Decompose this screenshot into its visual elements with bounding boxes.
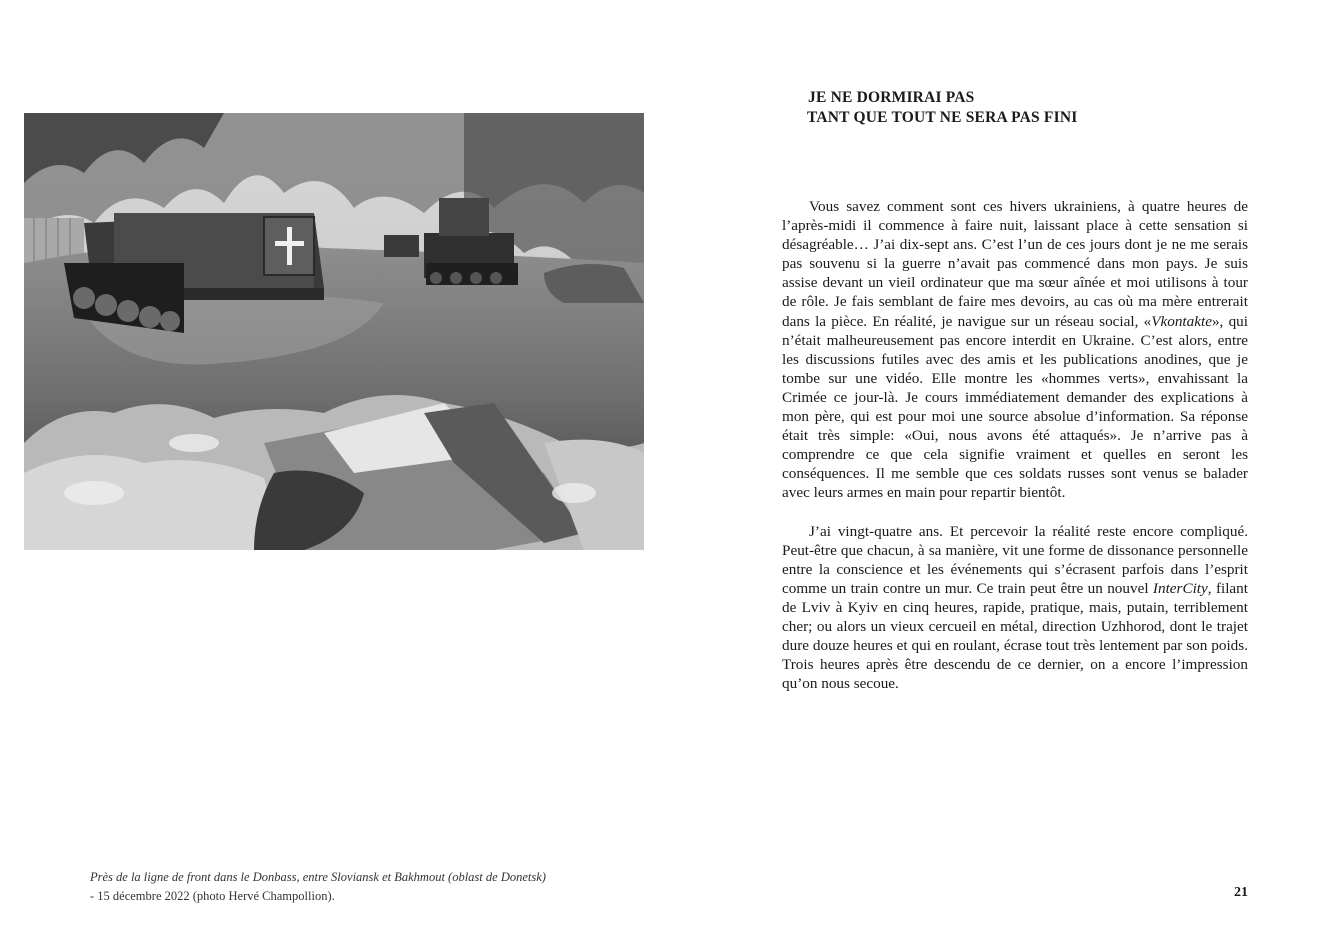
chapter-title-line-2: TANT QUE TOUT NE SERA PAS FINI [807,109,1078,126]
paragraph-1-emphasis: Vkontakte [1151,312,1212,330]
page-number: 21 [1234,885,1248,900]
caption-line-2: - 15 décembre 2022 (photo Hervé Champollion). [90,889,335,903]
paragraph-2 [782,522,1248,694]
paragraph-2-part-a: J’ai vingt-quatre ans. Et percevoir la réalité reste encore compliqué. Peut-être que chacun, à sa manière, vit une forme de dissonance personnelle entre la conscience et les événements qui s’écrasent parfois dans l’esprit comme un train contre un mur. Ce train peut être un nouvel [782,522,1248,597]
paragraph-1-part-b: », qui n’était malheureusement pas encore interdit en Ukraine. C’est alors, entre les discussions futiles avec des amis et les publications anodines, que je tombe sur une vidéo. Elle montre les «hommes verts», envahissant la Crimée ce jour-là. Je cours immédiatement demander des explications à mon père, qui est pour moi une source absolue d’information. Sa réponse était très simple: «Oui, nous avons été attaqués». Je n’arrive pas à comprendre ce que cela signifie vraiment et quelles en seront les conséquences. Il me semble que ces soldats russes sont venus se balader avec leurs armes en main pour repartir bientôt. [782,312,1248,502]
war-photo-image [24,113,644,550]
paragraph-2-part-b: , filant de Lviv à Kyiv en cinq heures, rapide, pratique, mais, putain, terriblement cher; ou alors un vieux cercueil en métal, direction Uzhhorod, dont le trajet dure douze heures et qui en roulant, écrase tout très lentement par son poids. Trois heures après être descendu de ce dernier, on a encore l’impression qu’on nous secoue. [782,579,1248,693]
paragraph-2-emphasis: InterCity [1152,579,1208,597]
chapter-title-line-1: JE NE DORMIRAI PAS [808,89,975,106]
paragraph-1 [782,197,1248,503]
caption-line-1: Près de la ligne de front dans le Donbass, entre Sloviansk et Bakhmout (oblast de Donetsk) [90,870,546,884]
paragraph-1-part-a: Vous savez comment sont ces hivers ukrainiens, à quatre heures de l’après-midi il commence à faire nuit, laissant place à cette sensation si désagréable… J’ai dix-sept ans. C’est l’un de ces jours dont je ne me serais pas souvenu si la guerre n’avait pas commencé dans mon pays. Je suis assise devant un vieil ordinateur que ma sœur aînée et moi utilisons à tour de rôle. Je fais semblant de faire mes devoirs, au cas où ma mère entrerait dans la pièce. En réalité, je navigue sur un réseau social, « [782,198,1248,330]
photo-caption [90,868,650,906]
chapter-title [808,88,1248,128]
body-text [782,197,1248,693]
